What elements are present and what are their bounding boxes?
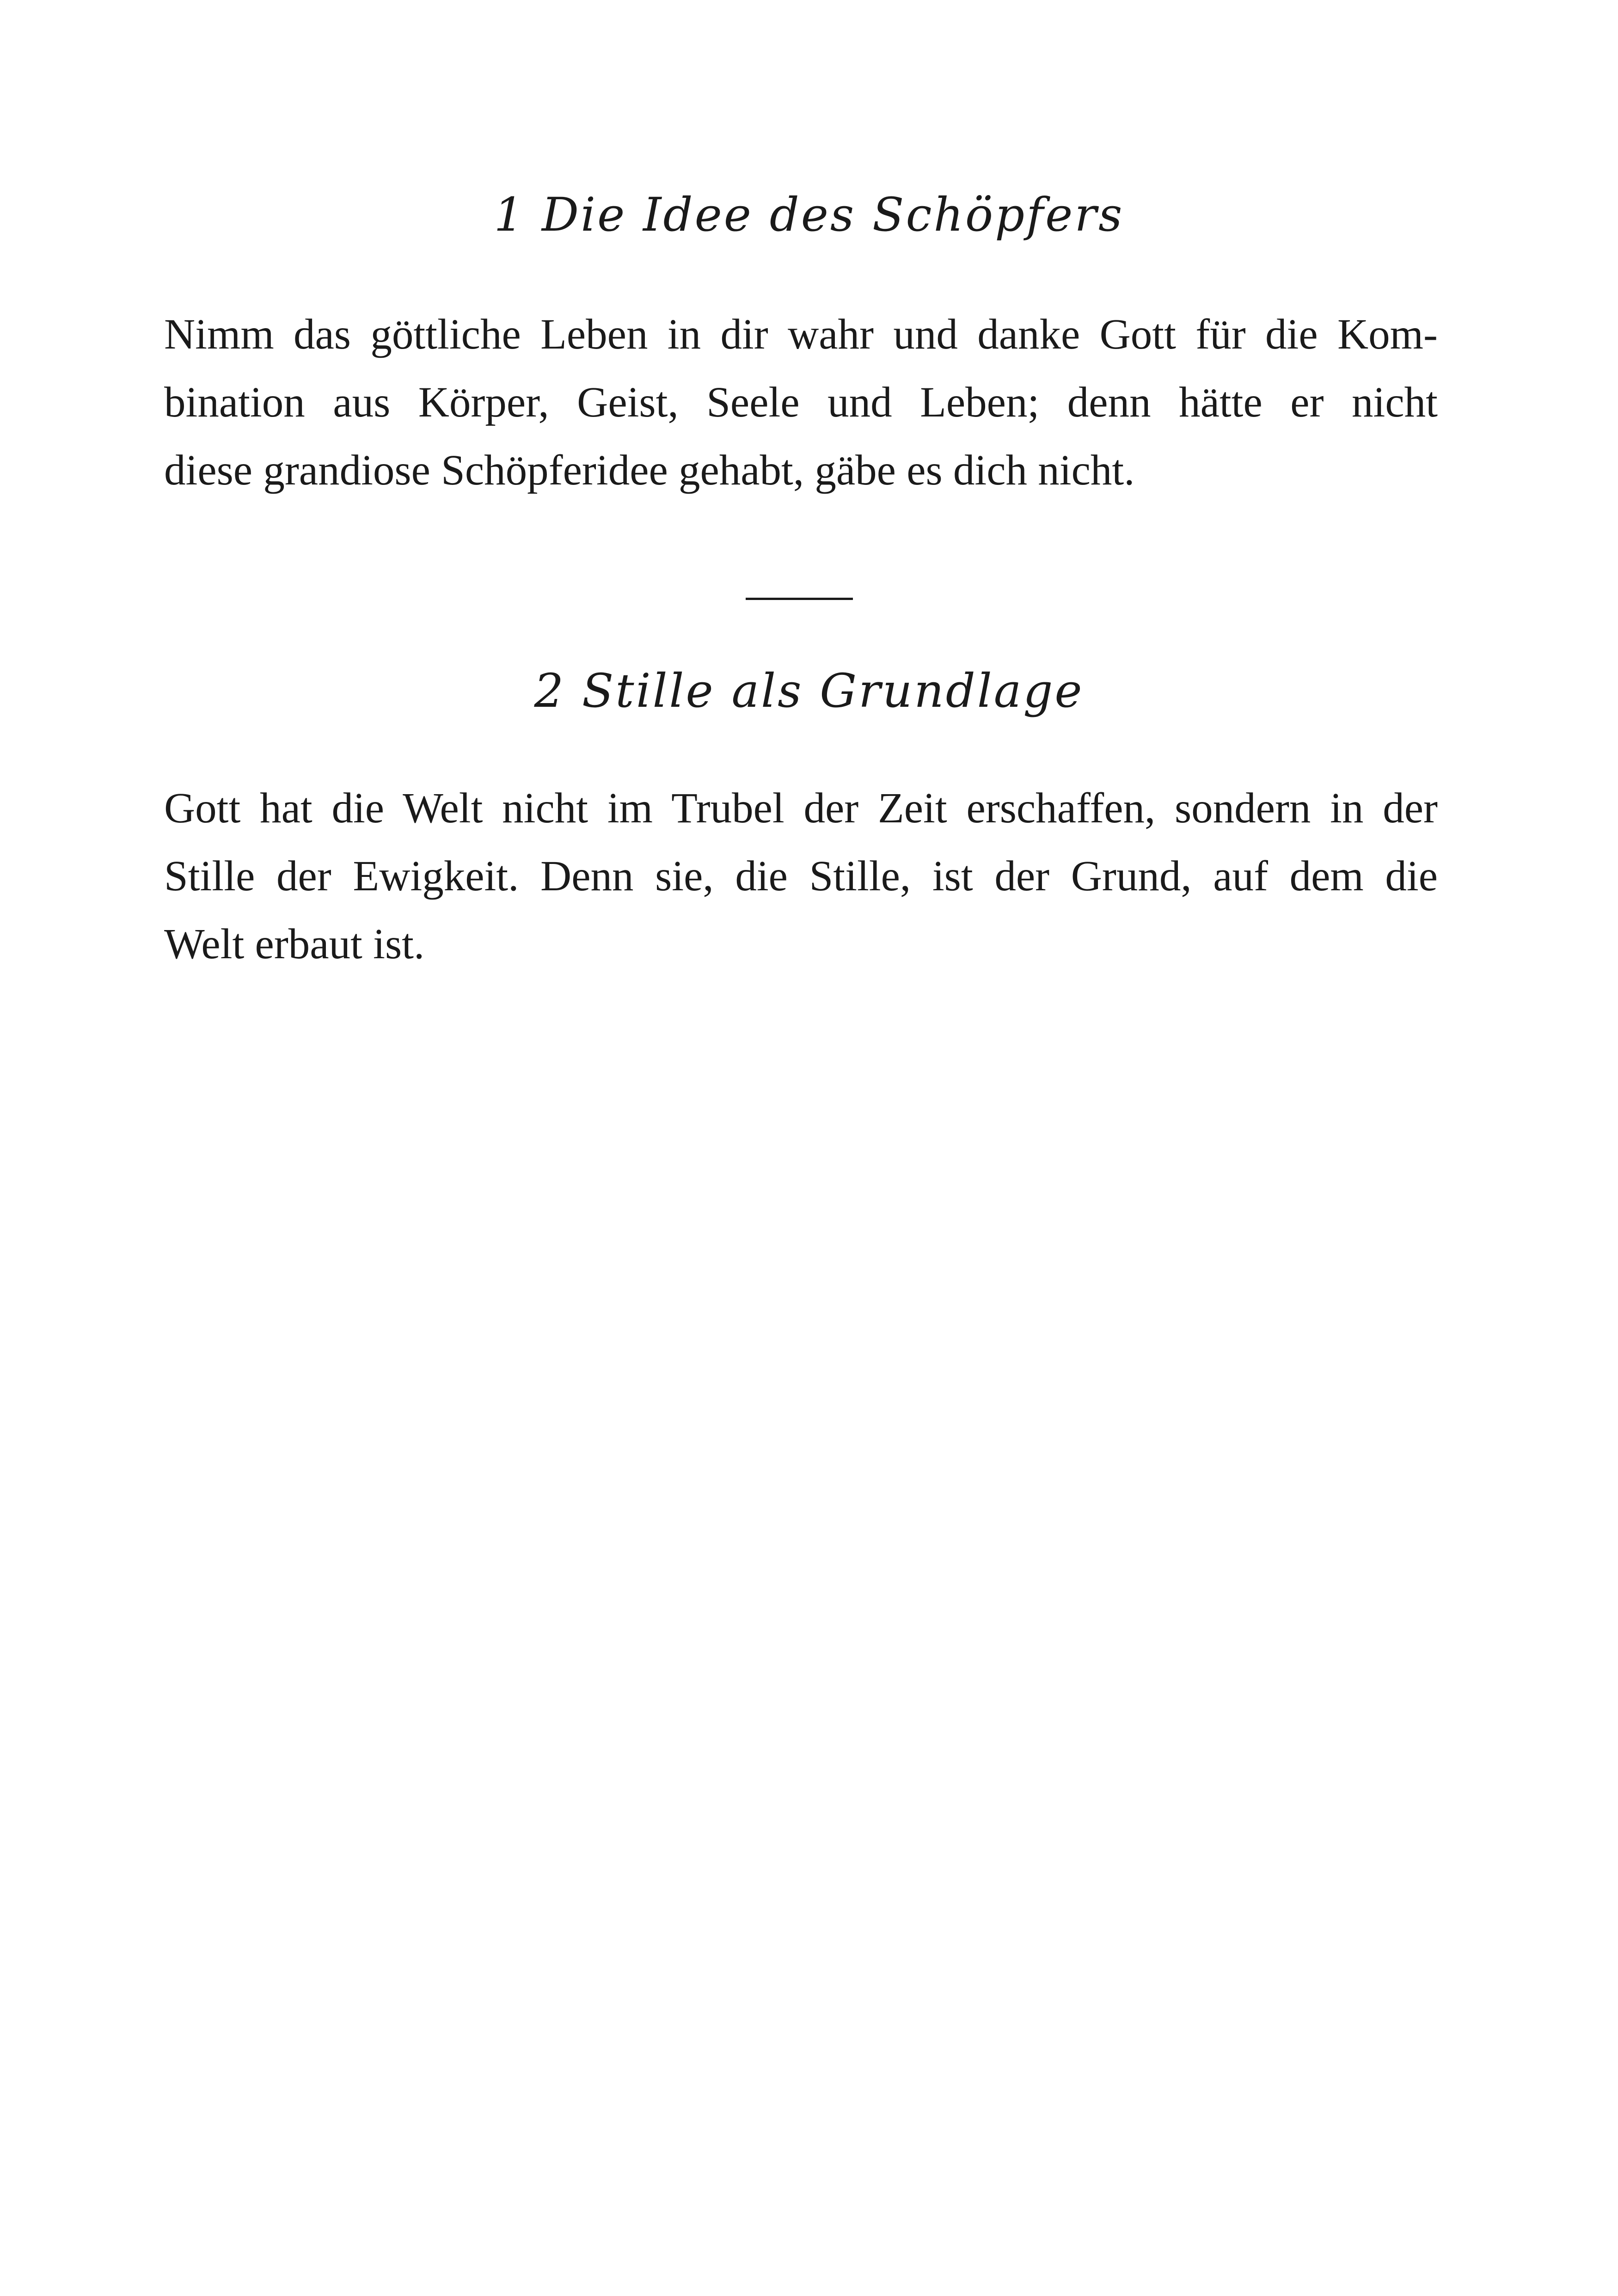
section-paragraph-2 <box>164 774 1438 978</box>
paragraph-line: Gott hat die Welt nicht im Trubel der Zeit erschaffen, sondern in der <box>164 784 1438 832</box>
section-heading-1: 1 Die Idee des Schöpfers <box>494 188 1124 242</box>
section-paragraph-1 <box>164 300 1438 504</box>
paragraph-line: diese grandiose Schöpferidee gehabt, gäbe es dich nicht. <box>164 447 1135 494</box>
paragraph-line: Stille der Ewigkeit. Denn sie, die Stille, ist der Grund, auf dem die <box>164 852 1438 900</box>
paragraph-line: bination aus Körper, Geist, Seele und Leben; denn hätte er nicht <box>164 379 1438 426</box>
paragraph-line: Welt erbaut ist. <box>164 920 425 968</box>
paragraph-line: Nimm das göttliche Leben in dir wahr und danke Gott für die Kom- <box>164 311 1438 358</box>
section-divider <box>746 598 853 600</box>
section-heading-2: 2 Stille als Grundlage <box>534 664 1084 718</box>
